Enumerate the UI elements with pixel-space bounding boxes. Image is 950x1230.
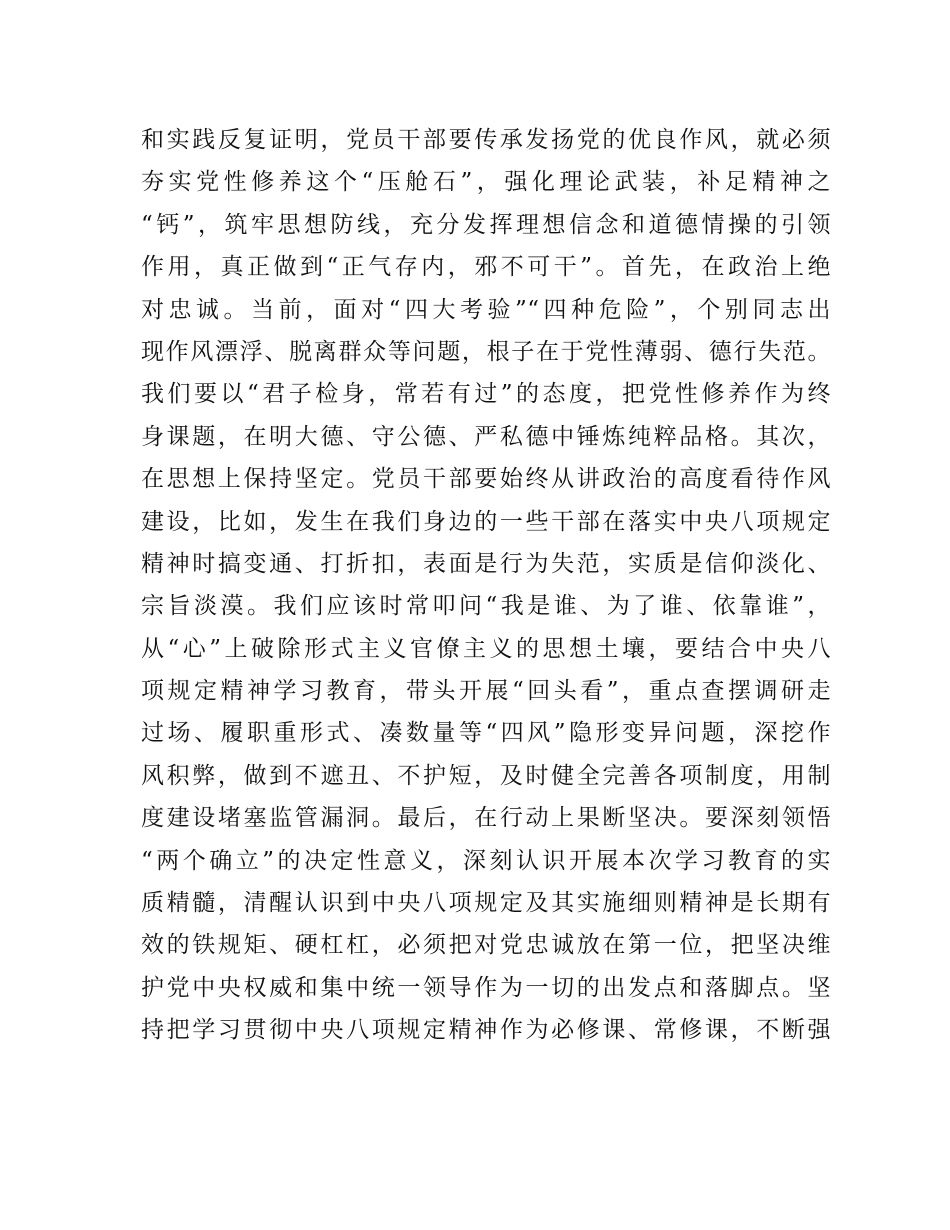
text-line: 从“心”上破除形式主义官僚主义的思想土壤，要结合中央八: [141, 635, 831, 662]
text-line: 过场、履职重形式、凑数量等“四风”隐形变异问题，深挖作: [141, 720, 831, 747]
text-line: 风积弊，做到不遮丑、不护短，及时健全完善各项制度，用制: [141, 762, 831, 789]
text-line: 持把学习贯彻中央八项规定精神作为必修课、常修课，不断强: [141, 1017, 831, 1044]
text-line: “钙”，筑牢思想防线，充分发挥理想信念和道德情操的引领: [141, 211, 831, 238]
text-line: 项规定精神学习教育，带头开展“回头看”，重点查摆调研走: [141, 678, 831, 705]
text-line: 效的铁规矩、硬杠杠，必须把对党忠诚放在第一位，把坚决维: [141, 932, 831, 959]
text-line: 我们要以“君子检身，常若有过”的态度，把党性修养作为终: [141, 381, 831, 408]
text-line: 建设，比如，发生在我们身边的一些干部在落实中央八项规定: [141, 508, 831, 535]
text-line: 宗旨淡漠。我们应该时常叩问“我是谁、为了谁、依靠谁”，: [141, 593, 831, 620]
text-line: 质精髓，清醒认识到中央八项规定及其实施细则精神是长期有: [141, 890, 831, 917]
text-line: 作用，真正做到“正气存内，邪不可干”。首先，在政治上绝: [141, 254, 831, 281]
text-line: 在思想上保持坚定。党员干部要始终从讲政治的高度看待作风: [141, 466, 831, 493]
text-line: 对忠诚。当前，面对“四大考验”“四种危险”，个别同志出: [141, 296, 831, 323]
text-line: 度建设堵塞监管漏洞。最后，在行动上果断坚决。要深刻领悟: [141, 805, 831, 832]
text-line: 现作风漂浮、脱离群众等问题，根子在于党性薄弱、德行失范。: [141, 338, 831, 365]
text-line: 身课题，在明大德、守公德、严私德中锤炼纯粹品格。其次，: [141, 423, 831, 450]
text-line: 夯实党性修养这个“压舱石”，强化理论武装，补足精神之: [141, 169, 831, 196]
text-line: 和实践反复证明，党员干部要传承发扬党的优良作风，就必须: [141, 127, 831, 153]
text-line: 精神时搞变通、打折扣，表面是行为失范，实质是信仰淡化、: [141, 550, 831, 577]
text-line: 护党中央权威和集中统一领导作为一切的出发点和落脚点。坚: [141, 974, 831, 1001]
body-paragraph: [141, 119, 831, 1052]
text-line: “两个确立”的决定性意义，深刻认识开展本次学习教育的实: [141, 847, 831, 874]
